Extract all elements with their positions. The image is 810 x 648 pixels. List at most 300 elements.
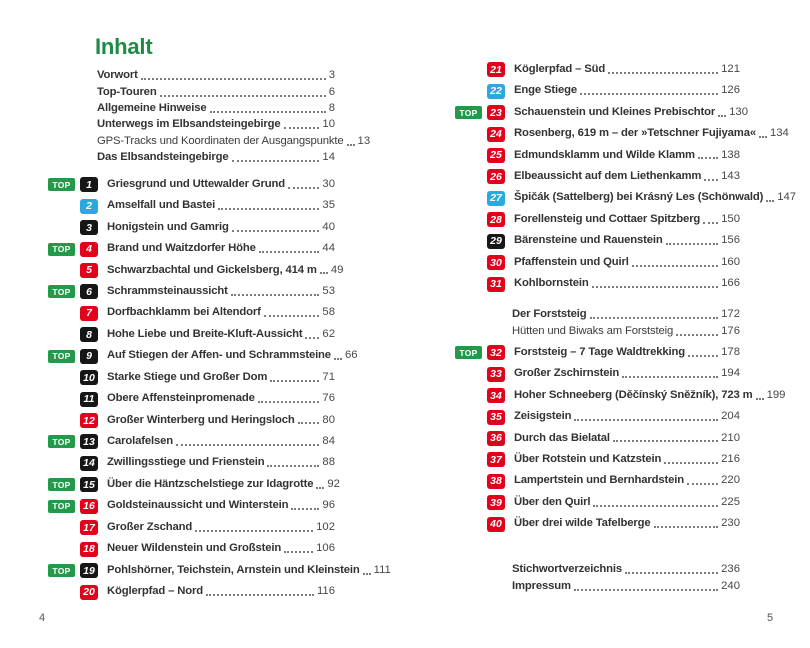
- tour-number-badge: 11: [80, 392, 98, 407]
- dot-leader: [687, 483, 718, 485]
- entry-title: Honigstein und Gamrig: [107, 220, 229, 233]
- page-ref: 116: [316, 585, 335, 598]
- dot-leader: [305, 337, 319, 339]
- entry-title: Griesgrund und Uttewalder Grund: [107, 177, 285, 190]
- tour-number-badge: 23: [487, 105, 505, 120]
- dot-leader: [666, 243, 718, 245]
- tour-number-badge: 35: [487, 410, 505, 425]
- page-ref: 204: [721, 410, 740, 423]
- page-ref: 143: [721, 169, 740, 182]
- entry-line: [107, 307, 335, 319]
- page-ref: 111: [373, 563, 391, 576]
- entry-line: [97, 152, 335, 164]
- toc-entry: [48, 195, 335, 216]
- toc-entry: [97, 84, 335, 100]
- toc-entry: [48, 303, 335, 324]
- page-ref: 230: [721, 517, 740, 530]
- dot-leader: [284, 127, 320, 129]
- entry-line: [514, 64, 740, 76]
- tour-number-badge: 19: [80, 563, 98, 578]
- page-ref: 49: [330, 263, 344, 276]
- tour-number-badge: 29: [487, 234, 505, 249]
- tour-number-badge: 12: [80, 413, 98, 428]
- top-badge: TOP: [455, 346, 482, 359]
- toc-entry: [455, 80, 740, 101]
- dot-leader: [320, 272, 328, 274]
- tour-number-badge: 17: [80, 520, 98, 535]
- dot-leader: [160, 95, 326, 97]
- entry-title: Bärensteine und Rauenstein: [514, 234, 663, 247]
- dot-leader: [141, 78, 326, 80]
- dot-leader: [347, 144, 355, 146]
- entry-title: Forststeig – 7 Tage Waldtrekking: [514, 345, 685, 358]
- dot-leader: [703, 222, 718, 224]
- entry-title: Vorwort: [97, 69, 138, 82]
- page-ref: 40: [322, 220, 335, 233]
- tour-number-badge: 25: [487, 148, 505, 163]
- entry-line: [97, 119, 335, 131]
- entry-line: [512, 326, 740, 338]
- toc-entry: [455, 102, 748, 123]
- entry-line: [514, 388, 786, 402]
- toc-entry: [97, 134, 371, 150]
- tour-number-badge: 32: [487, 345, 505, 360]
- tour-list-left: [48, 174, 391, 603]
- entry-title: Pfaffenstein und Quirl: [514, 255, 629, 268]
- dot-leader: [270, 380, 319, 382]
- entry-title: Über Rotstein und Katzstein: [514, 452, 662, 465]
- entry-title: Allgemeine Hinweise: [97, 102, 207, 115]
- tour-number-badge: 40: [487, 517, 505, 532]
- entry-title: GPS-Tracks und Koordinaten der Ausgangspunkte: [97, 134, 344, 147]
- top-badge: TOP: [48, 564, 75, 577]
- dot-leader: [574, 419, 718, 421]
- toc-entry: [455, 188, 797, 209]
- entry-title: Impressum: [512, 580, 571, 593]
- dot-leader: [622, 376, 718, 378]
- entry-line: [107, 543, 335, 555]
- toc-entry: [97, 68, 335, 84]
- entry-line: [512, 564, 740, 576]
- page-ref: 176: [721, 324, 740, 337]
- page-ref: 150: [721, 212, 740, 225]
- tour-list-right-upper: [455, 59, 797, 295]
- forststeig-extra-list: [512, 307, 740, 340]
- page-ref: 96: [322, 499, 335, 512]
- entry-title: Špičák (Sattelberg) bei Krásný Les (Schönwald): [514, 191, 764, 204]
- dot-leader: [704, 179, 718, 181]
- dot-leader: [625, 572, 718, 574]
- entry-line: [107, 329, 335, 341]
- tour-number-badge: 14: [80, 456, 98, 471]
- entry-title: Schauenstein und Kleines Prebischtor: [514, 105, 716, 118]
- entry-title: Großer Zschirnstein: [514, 367, 620, 380]
- page-ref: 8: [328, 102, 335, 115]
- dot-leader: [206, 594, 314, 596]
- entry-line: [514, 214, 740, 226]
- entry-line: [514, 85, 740, 97]
- page-ref: 71: [322, 370, 335, 383]
- toc-entry: [512, 307, 740, 323]
- entry-title: Großer Zschand: [107, 520, 193, 533]
- page-ref: 62: [322, 327, 335, 340]
- toc-entry: [48, 496, 335, 517]
- entry-line: [514, 497, 740, 509]
- entry-line: [514, 454, 740, 466]
- entry-title: Schwarzbachtal und Gickelsberg, 414 m: [107, 263, 317, 276]
- entry-line: [107, 179, 335, 191]
- toc-entry: [455, 59, 740, 80]
- toc-entry: [48, 410, 335, 431]
- entry-line: [514, 411, 740, 423]
- entry-line: [97, 70, 335, 82]
- tour-number-badge: 38: [487, 474, 505, 489]
- entry-line: [514, 191, 797, 204]
- entry-line: [107, 436, 335, 448]
- entry-title: Stichwortverzeichnis: [512, 562, 623, 575]
- toc-entry: [455, 209, 740, 230]
- tour-number-badge: 39: [487, 495, 505, 510]
- page-ref: 3: [328, 69, 335, 82]
- entry-line: [97, 87, 335, 99]
- entry-title: Schrammsteinaussicht: [107, 284, 228, 297]
- tour-number-badge: 2: [80, 199, 98, 214]
- page-ref: 156: [721, 234, 740, 247]
- entry-title: Über drei wilde Tafelberge: [514, 517, 651, 530]
- entry-title: Großer Winterberg und Heringsloch: [107, 413, 295, 426]
- tour-number-badge: 9: [80, 349, 98, 364]
- tour-number-badge: 31: [487, 277, 505, 292]
- page-ref: 194: [721, 367, 740, 380]
- page-ref: 134: [769, 127, 789, 140]
- page-ref: 147: [777, 191, 797, 204]
- top-badge: TOP: [455, 106, 482, 119]
- toc-entry: [48, 474, 340, 495]
- page-ref: 216: [721, 452, 740, 465]
- entry-line: [514, 475, 740, 487]
- dot-leader: [759, 136, 767, 138]
- entry-line: [514, 347, 740, 359]
- tour-number-badge: 6: [80, 284, 98, 299]
- entry-title: Forellensteig und Cottaer Spitzberg: [514, 212, 701, 225]
- toc-entry: [48, 324, 335, 345]
- page-ref: 6: [328, 85, 335, 98]
- entry-line: [514, 518, 740, 530]
- top-badge: TOP: [48, 285, 75, 298]
- entry-title: Amselfall und Bastei: [107, 199, 216, 212]
- entry-title: Rosenberg, 619 m – der »Tetschner Fujiyama«: [514, 127, 756, 140]
- page-ref: 220: [721, 474, 740, 487]
- dot-leader: [688, 355, 718, 357]
- dot-leader: [580, 93, 718, 95]
- entry-title: Top-Touren: [97, 85, 157, 98]
- toc-entry: [48, 388, 335, 409]
- entry-title: Hoher Schneeberg (Děčínský Sněžník), 723 m: [514, 388, 753, 401]
- entry-title: Goldsteinaussicht und Winterstein: [107, 499, 289, 512]
- entry-title: Pohlshörner, Teichstein, Arnstein und Kleinstein: [107, 563, 360, 576]
- entry-title: Brand und Waitzdorfer Höhe: [107, 242, 256, 255]
- toc-entry: [455, 231, 740, 252]
- page-ref: 44: [322, 242, 335, 255]
- entry-line: [107, 563, 391, 577]
- entry-line: [97, 134, 371, 148]
- page-ref: 53: [322, 284, 335, 297]
- page-title: Inhalt: [95, 34, 153, 59]
- entry-line: [514, 368, 740, 380]
- page-ref: 10: [322, 118, 335, 131]
- back-matter-list: [512, 561, 740, 596]
- toc-entry: [48, 260, 344, 281]
- entry-title: Starke Stiege und Großer Dom: [107, 370, 268, 383]
- toc-entry: [48, 174, 335, 195]
- entry-line: [107, 200, 335, 212]
- toc-entry: [455, 514, 740, 535]
- page-number-left: 4: [39, 612, 46, 624]
- entry-title: Enge Stiege: [514, 84, 578, 97]
- dot-leader: [232, 230, 320, 232]
- toc-entry: [97, 150, 335, 166]
- toc-entry: [48, 560, 391, 581]
- toc-entry: [48, 538, 335, 559]
- entry-title: Edmundsklamm und Wilde Klamm: [514, 148, 695, 161]
- entry-line: [97, 103, 335, 115]
- entry-line: [107, 477, 340, 491]
- page-ref: 126: [721, 84, 740, 97]
- entry-line: [107, 243, 335, 255]
- dot-leader: [232, 160, 320, 162]
- page-ref: 166: [721, 277, 740, 290]
- top-badge: TOP: [48, 178, 75, 191]
- toc-entry: [97, 117, 335, 133]
- tour-number-badge: 15: [80, 477, 98, 492]
- dot-leader: [590, 317, 719, 319]
- tour-number-badge: 10: [80, 370, 98, 385]
- entry-line: [514, 433, 740, 445]
- entry-title: Elbeaussicht auf dem Liethenkamm: [514, 169, 702, 182]
- toc-entry: [48, 517, 335, 538]
- tour-number-badge: 13: [80, 434, 98, 449]
- entry-title: Dorfbachklamm bei Altendorf: [107, 306, 261, 319]
- toc-entry: [48, 581, 335, 602]
- toc-entry: [455, 166, 740, 187]
- dot-leader: [195, 530, 313, 532]
- toc-entry: [455, 449, 740, 470]
- entry-line: [514, 105, 748, 119]
- entry-title: Durch das Bielatal: [514, 431, 610, 444]
- tour-number-badge: 7: [80, 306, 98, 321]
- page-ref: 92: [327, 477, 340, 490]
- dot-leader: [334, 358, 342, 360]
- toc-entry: [455, 492, 740, 513]
- dot-leader: [298, 422, 320, 424]
- top-badge: TOP: [48, 435, 75, 448]
- dot-leader: [676, 334, 718, 336]
- toc-entry: [512, 561, 740, 579]
- dot-leader: [316, 487, 324, 489]
- dot-leader: [258, 401, 320, 403]
- tour-number-badge: 27: [487, 191, 505, 206]
- toc-entry: [455, 363, 740, 384]
- toc-entry: [455, 471, 740, 492]
- toc-entry: [455, 428, 740, 449]
- page-ref: 130: [729, 105, 748, 118]
- dot-leader: [176, 444, 319, 446]
- page-ref: 225: [721, 495, 740, 508]
- entry-title: Lampertstein und Bernhardstein: [514, 474, 685, 487]
- page-ref: 35: [322, 199, 335, 212]
- entry-line: [514, 257, 740, 269]
- toc-entry: [455, 385, 786, 406]
- toc-entry: [48, 217, 335, 238]
- toc-entry: [455, 123, 789, 144]
- tour-number-badge: 5: [80, 263, 98, 278]
- dot-leader: [288, 187, 319, 189]
- tour-number-badge: 1: [80, 177, 98, 192]
- page-ref: 236: [721, 562, 740, 575]
- page-number-right: 5: [767, 612, 774, 624]
- page-ref: 84: [322, 435, 335, 448]
- dot-leader: [632, 265, 718, 267]
- entry-line: [107, 500, 335, 512]
- entry-line: [514, 127, 789, 140]
- dot-leader: [593, 505, 718, 507]
- page-ref: 58: [322, 306, 335, 319]
- toc-entry: [455, 342, 740, 363]
- entry-title: Zeisigstein: [514, 410, 572, 423]
- page-ref: 210: [721, 431, 740, 444]
- toc-entry: [48, 453, 335, 474]
- entry-title: Carolafelsen: [107, 435, 174, 448]
- dot-leader: [756, 398, 764, 400]
- page-ref: 160: [721, 255, 740, 268]
- entry-title: Das Elbsandsteingebirge: [97, 151, 229, 164]
- entry-line: [514, 171, 740, 183]
- top-badge: TOP: [48, 500, 75, 513]
- tour-number-badge: 34: [487, 388, 505, 403]
- tour-number-badge: 3: [80, 220, 98, 235]
- entry-line: [107, 522, 335, 534]
- tour-number-badge: 16: [80, 499, 98, 514]
- dot-leader: [574, 589, 718, 591]
- page-ref: 88: [322, 456, 335, 469]
- entry-title: Hütten und Biwaks am Forststeig: [512, 324, 674, 337]
- top-badge: TOP: [48, 478, 75, 491]
- toc-entry: [48, 367, 335, 388]
- front-matter-list: [97, 68, 371, 166]
- entry-line: [107, 372, 335, 384]
- dot-leader: [218, 208, 319, 210]
- toc-entry: [512, 579, 740, 597]
- dot-leader: [608, 72, 718, 74]
- entry-title: Der Forststeig: [512, 308, 587, 321]
- dot-leader: [210, 111, 326, 113]
- tour-number-badge: 18: [80, 542, 98, 557]
- toc-entry: [48, 238, 335, 259]
- page-ref: 199: [766, 388, 786, 401]
- entry-line: [107, 263, 344, 277]
- toc-entry: [455, 406, 740, 427]
- page-ref: 102: [316, 520, 335, 533]
- page-ref: 106: [316, 542, 335, 555]
- page-ref: 76: [322, 392, 335, 405]
- entry-title: Hohe Liebe und Breite-Kluft-Aussicht: [107, 327, 303, 340]
- entry-title: Köglerpfad – Nord: [107, 585, 203, 598]
- tour-number-badge: 28: [487, 212, 505, 227]
- top-badge: TOP: [48, 243, 75, 256]
- dot-leader: [363, 573, 371, 575]
- page-ref: 13: [357, 134, 371, 147]
- entry-title: Über den Quirl: [514, 495, 591, 508]
- page-ref: 30: [322, 177, 335, 190]
- page-ref: 121: [721, 62, 740, 75]
- entry-title: Über die Häntzschelstiege zur Idagrotte: [107, 477, 314, 490]
- dot-leader: [264, 315, 320, 317]
- entry-line: [107, 286, 335, 298]
- page-ref: 240: [721, 580, 740, 593]
- tour-number-badge: 21: [487, 62, 505, 77]
- entry-title: Zwillingsstiege und Frienstein: [107, 456, 265, 469]
- dot-leader: [267, 465, 319, 467]
- entry-title: Köglerpfad – Süd: [514, 62, 606, 75]
- dot-leader: [766, 200, 774, 202]
- page-ref: 80: [322, 413, 335, 426]
- entry-line: [107, 586, 335, 598]
- toc-entry: [48, 346, 358, 367]
- tour-number-badge: 8: [80, 327, 98, 342]
- entry-line: [514, 278, 740, 290]
- tour-number-badge: 4: [80, 242, 98, 257]
- dot-leader: [259, 251, 320, 253]
- tour-list-right-lower: [455, 342, 786, 535]
- toc-entry: [48, 431, 335, 452]
- tour-number-badge: 24: [487, 127, 505, 142]
- toc-entry: [48, 281, 335, 302]
- tour-number-badge: 20: [80, 585, 98, 600]
- top-badge: TOP: [48, 350, 75, 363]
- toc-entry: [455, 252, 740, 273]
- page-ref: 178: [721, 345, 740, 358]
- entry-title: Obere Affensteinpromenade: [107, 392, 255, 405]
- entry-line: [107, 457, 335, 469]
- page-ref: 138: [721, 148, 740, 161]
- tour-number-badge: 36: [487, 431, 505, 446]
- dot-leader: [284, 551, 313, 553]
- entry-title: Neuer Wildenstein und Großstein: [107, 542, 282, 555]
- dot-leader: [654, 526, 719, 528]
- dot-leader: [698, 157, 718, 159]
- dot-leader: [664, 462, 718, 464]
- entry-line: [514, 235, 740, 247]
- toc-entry: [455, 273, 740, 294]
- page-ref: 172: [721, 308, 740, 321]
- entry-line: [512, 581, 740, 593]
- page-ref: 66: [344, 349, 358, 362]
- tour-number-badge: 33: [487, 367, 505, 382]
- entry-line: [107, 415, 335, 427]
- entry-line: [107, 222, 335, 234]
- page-ref: 14: [322, 151, 335, 164]
- dot-leader: [231, 294, 320, 296]
- dot-leader: [718, 115, 726, 117]
- entry-line: [514, 150, 740, 162]
- tour-number-badge: 22: [487, 84, 505, 99]
- entry-title: Unterwegs im Elbsandsteingebirge: [97, 118, 281, 131]
- toc-entry: [455, 145, 740, 166]
- toc-entry: [512, 323, 740, 339]
- tour-number-badge: 37: [487, 452, 505, 467]
- dot-leader: [291, 508, 319, 510]
- entry-line: [107, 393, 335, 405]
